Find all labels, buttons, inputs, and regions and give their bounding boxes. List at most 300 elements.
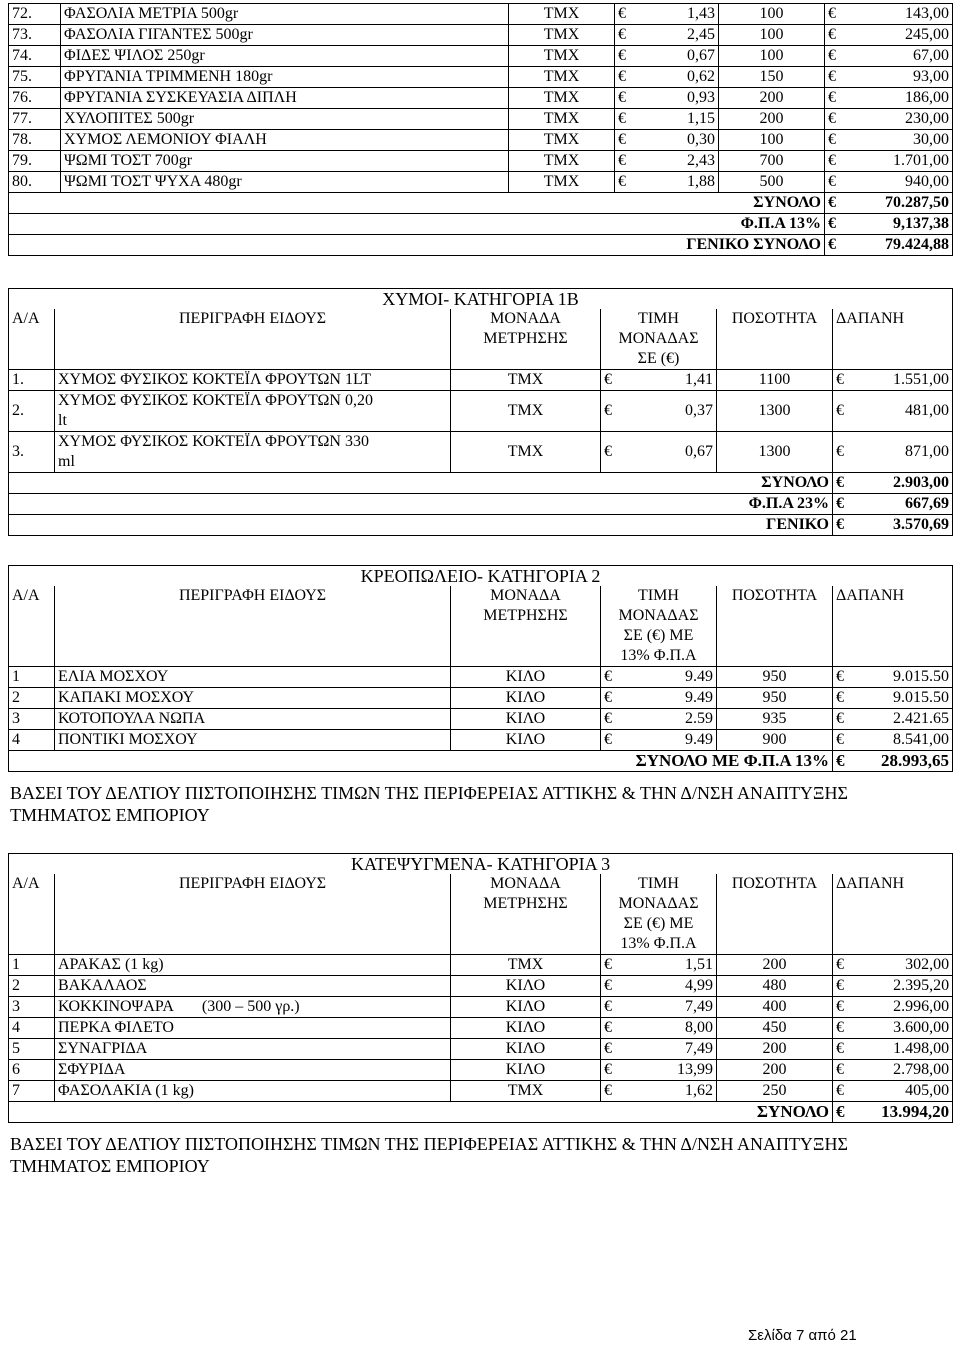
item-description: ΧΥΜΟΣ ΦΥΣΙΚΟΣ ΚΟΚΤΕΪΛ ΦΡΟΥΤΩΝ 1LT — [55, 370, 451, 391]
header-unit-line2: ΜΕΤΡΗΣΗΣ — [483, 895, 568, 912]
header-quantity: ΠΟΣΟΤΗΤΑ — [717, 874, 833, 955]
unit: ΚΙΛΟ — [451, 688, 601, 709]
row-cost — [833, 1060, 953, 1081]
quantity: 700 — [719, 151, 825, 172]
item-description: ΨΩΜΙ ΤΟΣΤ ΨΥΧΑ 480gr — [61, 172, 509, 193]
summary-label: Φ.Π.Α 23% — [9, 494, 833, 515]
summary-label: ΓΕΝΙΚΟ — [9, 515, 833, 536]
summary-value — [833, 473, 953, 494]
unit: ΚΙΛΟ — [451, 997, 601, 1018]
row-number: 2 — [9, 976, 55, 997]
row-number: 76. — [9, 88, 61, 109]
unit-price — [601, 370, 717, 391]
euro-sign: € — [828, 5, 836, 22]
summary-row — [9, 751, 953, 772]
item-description: ΕΛΙΑ ΜΟΣΧΟΥ — [55, 667, 451, 688]
amount: 9.49 — [685, 731, 713, 748]
row-cost — [833, 1081, 953, 1102]
unit: ΚΙΛΟ — [451, 1018, 601, 1039]
unit-price — [615, 88, 719, 109]
amount: 3.600,00 — [893, 1019, 950, 1036]
quantity: 100 — [719, 25, 825, 46]
amount: 245,00 — [905, 26, 949, 43]
unit-price — [601, 730, 717, 751]
amount: 79.424,88 — [885, 236, 949, 253]
euro-sign: € — [604, 998, 612, 1015]
amount: 871,00 — [905, 443, 949, 460]
section-title-row — [9, 854, 953, 875]
row-cost — [833, 667, 953, 688]
table-row — [9, 88, 953, 109]
amount: 93,00 — [913, 68, 949, 85]
table-row — [9, 709, 953, 730]
quantity: 100 — [719, 4, 825, 25]
unit-price — [615, 46, 719, 67]
euro-sign: € — [836, 998, 844, 1015]
summary-label: ΣΥΝΟΛΟ — [9, 1102, 833, 1123]
row-number: 74. — [9, 46, 61, 67]
euro-sign: € — [836, 1102, 845, 1121]
amount: 8.541,00 — [893, 731, 950, 748]
unit: ΚΙΛΟ — [451, 709, 601, 730]
quantity: 100 — [719, 130, 825, 151]
table-row — [9, 391, 953, 432]
unit-price — [601, 1060, 717, 1081]
euro-sign: € — [618, 47, 626, 64]
table-row — [9, 109, 953, 130]
table-row — [9, 997, 953, 1018]
header-unit — [451, 309, 601, 370]
header-unit — [451, 586, 601, 667]
unit-price — [601, 955, 717, 976]
header-row — [9, 309, 953, 370]
amount: 8,00 — [685, 1019, 713, 1036]
euro-sign: € — [604, 371, 612, 388]
header-row — [9, 874, 953, 955]
header-unit-line2: ΜΕΤΡΗΣΗΣ — [483, 330, 568, 347]
euro-sign: € — [618, 131, 626, 148]
table-row — [9, 1039, 953, 1060]
quantity: 400 — [717, 997, 833, 1018]
amount: 28.993,65 — [881, 751, 950, 770]
header-aa: Α/Α — [9, 586, 55, 667]
row-number: 1 — [9, 955, 55, 976]
item-description-line1: ΧΥΜΟΣ ΦΥΣΙΚΟΣ ΚΟΚΤΕΪΛ ΦΡΟΥΤΩΝ 0,20 — [58, 392, 373, 409]
euro-sign: € — [836, 977, 844, 994]
row-number: 78. — [9, 130, 61, 151]
euro-sign: € — [618, 5, 626, 22]
amount: 481,00 — [905, 402, 949, 419]
header-cost: ΔΑΠΑΝΗ — [833, 309, 953, 370]
amount: 186,00 — [905, 89, 949, 106]
item-description: ΦΡΥΓΑΝΙΑ ΤΡΙΜΜΕΝΗ 180gr — [61, 67, 509, 88]
quantity: 1100 — [717, 370, 833, 391]
item-description: ΑΡΑΚΑΣ (1 kg) — [55, 955, 451, 976]
euro-sign: € — [828, 215, 836, 232]
table-row — [9, 976, 953, 997]
amount: 1.701,00 — [893, 152, 949, 169]
quantity: 950 — [717, 688, 833, 709]
table-row — [9, 432, 953, 473]
table-row — [9, 4, 953, 25]
row-cost — [833, 432, 953, 473]
unit: ΤΜΧ — [451, 370, 601, 391]
euro-sign: € — [836, 731, 844, 748]
amount: 13,99 — [677, 1061, 713, 1078]
unit: ΚΙΛΟ — [451, 730, 601, 751]
unit: ΤΜΧ — [509, 4, 615, 25]
quantity: 900 — [717, 730, 833, 751]
unit: ΤΜΧ — [509, 109, 615, 130]
row-number: 3 — [9, 709, 55, 730]
euro-sign: € — [828, 68, 836, 85]
amount: 7,49 — [685, 1040, 713, 1057]
row-cost — [825, 67, 953, 88]
header-aa: Α/Α — [9, 309, 55, 370]
unit: ΤΜΧ — [451, 432, 601, 473]
row-number: 3 — [9, 997, 55, 1018]
item-description: ΦΡΥΓΑΝΙΑ ΣΥΣΚΕΥΑΣΙΑ ΔΙΠΛΗ — [61, 88, 509, 109]
summary-row — [9, 235, 953, 256]
euro-sign: € — [604, 956, 612, 973]
row-cost — [825, 46, 953, 67]
summary-label: ΣΥΝΟΛΟ — [9, 473, 833, 494]
amount: 3.570,69 — [893, 516, 949, 533]
table-row — [9, 172, 953, 193]
row-number: 3. — [9, 432, 55, 473]
unit-price — [601, 688, 717, 709]
euro-sign: € — [836, 474, 844, 491]
item-description: ΣΦΥΡΙΔΑ — [55, 1060, 451, 1081]
row-cost — [833, 997, 953, 1018]
unit-price — [615, 151, 719, 172]
amount: 1.498,00 — [893, 1040, 950, 1057]
quantity: 250 — [717, 1081, 833, 1102]
item-description: ΚΟΤΟΠΟΥΛΑ ΝΩΠΑ — [55, 709, 451, 730]
unit-price — [615, 25, 719, 46]
amount: 0,67 — [687, 47, 715, 64]
row-cost — [825, 25, 953, 46]
item-description: ΠΟΝΤΙΚΙ ΜΟΣΧΟΥ — [55, 730, 451, 751]
item-description: ΦΑΣΟΛΑΚΙΑ (1 kg) — [55, 1081, 451, 1102]
unit-price — [615, 4, 719, 25]
header-aa: Α/Α — [9, 874, 55, 955]
amount: 1,51 — [685, 956, 713, 973]
summary-value — [833, 515, 953, 536]
euro-sign: € — [604, 1061, 612, 1078]
quantity: 200 — [717, 1060, 833, 1081]
row-number: 6 — [9, 1060, 55, 1081]
summary-row — [9, 515, 953, 536]
row-cost — [825, 109, 953, 130]
item-description: ΚΑΠΑΚΙ ΜΟΣΧΟΥ — [55, 688, 451, 709]
amount: 1.551,00 — [893, 371, 949, 388]
header-unit-line1: ΜΟΝΑΔΑ — [490, 310, 561, 327]
row-number: 80. — [9, 172, 61, 193]
row-number: 2 — [9, 688, 55, 709]
row-cost — [833, 1039, 953, 1060]
amount: 667,69 — [905, 495, 949, 512]
quantity: 1300 — [717, 391, 833, 432]
unit: ΚΙΛΟ — [451, 1060, 601, 1081]
unit-price — [601, 667, 717, 688]
unit-price — [601, 976, 717, 997]
quantity: 150 — [719, 67, 825, 88]
summary-value — [825, 214, 953, 235]
unit: ΤΜΧ — [509, 130, 615, 151]
header-price — [601, 874, 717, 955]
item-description: ΦΑΣΟΛΙΑ ΜΕΤΡΙΑ 500gr — [61, 4, 509, 25]
item-description: ΣΥΝΑΓΡΙΔΑ — [55, 1039, 451, 1060]
amount: 1,88 — [687, 173, 715, 190]
amount: 70.287,50 — [885, 194, 949, 211]
unit: ΤΜΧ — [509, 172, 615, 193]
table-row — [9, 1060, 953, 1081]
unit-price — [615, 130, 719, 151]
header-price-line2: ΜΟΝΑΔΑΣ — [618, 330, 699, 347]
row-cost — [833, 688, 953, 709]
euro-sign: € — [836, 402, 844, 419]
row-number: 72. — [9, 4, 61, 25]
euro-sign: € — [618, 68, 626, 85]
summary-row — [9, 1102, 953, 1123]
unit: ΚΙΛΟ — [451, 667, 601, 688]
header-cost: ΔΑΠΑΝΗ — [833, 874, 953, 955]
quantity: 200 — [719, 88, 825, 109]
euro-sign: € — [618, 89, 626, 106]
amount: 1,15 — [687, 110, 715, 127]
summary-label: ΣΥΝΟΛΟ ΜΕ Φ.Π.Α 13% — [9, 751, 833, 772]
amount: 30,00 — [913, 131, 949, 148]
header-description: ΠΕΡΙΓΡΑΦΗ ΕΙΔΟΥΣ — [55, 874, 451, 955]
euro-sign: € — [604, 1040, 612, 1057]
quantity: 200 — [717, 1039, 833, 1060]
row-cost — [825, 4, 953, 25]
unit: ΚΙΛΟ — [451, 976, 601, 997]
euro-sign: € — [836, 956, 844, 973]
unit-price — [601, 391, 717, 432]
item-description-line2: lt — [58, 412, 67, 429]
section-title: ΚΡΕΟΠΩΛΕΙΟ- ΚΑΤΗΓΟΡΙΑ 2 — [9, 566, 953, 587]
amount: 2,45 — [687, 26, 715, 43]
header-price-line2: ΜΟΝΑΔΑΣ — [618, 607, 699, 624]
header-price-line1: ΤΙΜΗ — [638, 587, 679, 604]
header-cost: ΔΑΠΑΝΗ — [833, 586, 953, 667]
unit: ΤΜΧ — [509, 67, 615, 88]
quantity: 200 — [719, 109, 825, 130]
quantity: 200 — [717, 955, 833, 976]
summary-value — [825, 235, 953, 256]
row-cost — [825, 130, 953, 151]
meat-table — [8, 565, 953, 772]
amount: 4,99 — [685, 977, 713, 994]
quantity: 100 — [719, 46, 825, 67]
table-row — [9, 1018, 953, 1039]
amount: 1,43 — [687, 5, 715, 22]
header-quantity: ΠΟΣΟΤΗΤΑ — [717, 586, 833, 667]
amount: 9.49 — [685, 668, 713, 685]
item-description-size: (300 – 500 γρ.) — [201, 998, 300, 1015]
table-row — [9, 151, 953, 172]
header-unit-line1: ΜΟΝΑΔΑ — [490, 875, 561, 892]
euro-sign: € — [604, 443, 612, 460]
euro-sign: € — [618, 173, 626, 190]
euro-sign: € — [828, 110, 836, 127]
amount: 2.903,00 — [893, 474, 949, 491]
summary-value — [833, 494, 953, 515]
item-description-line2: ml — [58, 453, 75, 470]
row-cost — [833, 955, 953, 976]
euro-sign: € — [836, 371, 844, 388]
row-cost — [833, 370, 953, 391]
header-price-line4: 13% Φ.Π.Α — [620, 647, 697, 664]
summary-label: ΣΥΝΟΛΟ — [9, 193, 825, 214]
row-number: 73. — [9, 25, 61, 46]
header-price-line3: ΣΕ (€) — [637, 350, 680, 367]
frozen-note: ΒΑΣΕΙ ΤΟΥ ΔΕΛΤΙΟΥ ΠΙΣΤΟΠΟΙΗΣΗΣ ΤΙΜΩΝ ΤΗΣ ΠΕΡΙΦΕΡΕΙΑΣ ΑΤΤΙΚΗΣ & ΤΗΝ Δ/ΝΣΗ ΑΝΑΠΤΥΞΗΣ ΤΜΗΜΑΤΟΣ ΕΜΠΟΡΙΟΥ — [10, 1134, 848, 1176]
section-title-row — [9, 289, 953, 310]
euro-sign: € — [604, 1019, 612, 1036]
quantity: 480 — [717, 976, 833, 997]
amount: 1,41 — [685, 371, 713, 388]
juice-table — [8, 288, 953, 536]
euro-sign: € — [836, 668, 844, 685]
header-price-line2: ΜΟΝΑΔΑΣ — [618, 895, 699, 912]
unit: ΤΜΧ — [451, 1081, 601, 1102]
row-number: 75. — [9, 67, 61, 88]
euro-sign: € — [828, 194, 836, 211]
header-unit-line2: ΜΕΤΡΗΣΗΣ — [483, 607, 568, 624]
row-number: 7 — [9, 1081, 55, 1102]
euro-sign: € — [604, 689, 612, 706]
amount: 143,00 — [905, 5, 949, 22]
euro-sign: € — [604, 710, 612, 727]
row-number: 4 — [9, 730, 55, 751]
unit-price — [615, 67, 719, 88]
amount: 9.015.50 — [893, 668, 950, 685]
header-price-line4: 13% Φ.Π.Α — [620, 935, 697, 952]
amount: 13.994,20 — [881, 1102, 950, 1121]
unit-price — [601, 1081, 717, 1102]
row-cost — [825, 172, 953, 193]
header-description: ΠΕΡΙΓΡΑΦΗ ΕΙΔΟΥΣ — [55, 586, 451, 667]
table-row — [9, 130, 953, 151]
summary-label: ΓΕΝΙΚΟ ΣΥΝΟΛΟ — [9, 235, 825, 256]
amount: 940,00 — [905, 173, 949, 190]
euro-sign: € — [836, 443, 844, 460]
euro-sign: € — [604, 731, 612, 748]
section-title: ΧΥΜΟΙ- ΚΑΤΗΓΟΡΙΑ 1Β — [9, 289, 953, 310]
header-price-line1: ΤΙΜΗ — [638, 310, 679, 327]
quantity: 950 — [717, 667, 833, 688]
row-number: 5 — [9, 1039, 55, 1060]
item-description: ΨΩΜΙ ΤΟΣΤ 700gr — [61, 151, 509, 172]
header-price-line1: ΤΙΜΗ — [638, 875, 679, 892]
amount: 9.015.50 — [893, 689, 950, 706]
summary-label: Φ.Π.Α 13% — [9, 214, 825, 235]
item-description: ΠΕΡΚΑ ΦΙΛΕΤΟ — [55, 1018, 451, 1039]
euro-sign: € — [618, 110, 626, 127]
frozen-table — [8, 853, 953, 1123]
section-title: ΚΑΤΕΨΥΓΜΕΝΑ- ΚΑΤΗΓΟΡΙΑ 3 — [9, 854, 953, 875]
row-cost — [833, 730, 953, 751]
unit-price — [601, 997, 717, 1018]
unit: ΤΜΧ — [509, 25, 615, 46]
quantity: 935 — [717, 709, 833, 730]
row-number: 4 — [9, 1018, 55, 1039]
item-description: ΦΑΣΟΛΙΑ ΓΙΓΑΝΤΕΣ 500gr — [61, 25, 509, 46]
continuation-table — [8, 3, 953, 256]
page-footer: Σελίδα 7 από 21 — [748, 1327, 857, 1344]
amount: 7,49 — [685, 998, 713, 1015]
header-unit-line1: ΜΟΝΑΔΑ — [490, 587, 561, 604]
euro-sign: € — [828, 152, 836, 169]
euro-sign: € — [828, 236, 836, 253]
table-row — [9, 667, 953, 688]
euro-sign: € — [618, 152, 626, 169]
item-description-line1: ΧΥΜΟΣ ΦΥΣΙΚΟΣ ΚΟΚΤΕΪΛ ΦΡΟΥΤΩΝ 330 — [58, 433, 369, 450]
row-cost — [833, 709, 953, 730]
table-row — [9, 688, 953, 709]
row-number: 79. — [9, 151, 61, 172]
table-row — [9, 1081, 953, 1102]
row-number: 1. — [9, 370, 55, 391]
amount: 0,93 — [687, 89, 715, 106]
table-row — [9, 730, 953, 751]
summary-value — [833, 751, 953, 772]
amount: 9.49 — [685, 689, 713, 706]
unit: ΤΜΧ — [509, 151, 615, 172]
euro-sign: € — [604, 977, 612, 994]
amount: 405,00 — [905, 1082, 950, 1099]
euro-sign: € — [604, 402, 612, 419]
summary-row — [9, 214, 953, 235]
header-price-line3: ΣΕ (€) ΜΕ — [623, 627, 694, 644]
amount: 0,30 — [687, 131, 715, 148]
quantity: 500 — [719, 172, 825, 193]
euro-sign: € — [836, 689, 844, 706]
euro-sign: € — [836, 710, 844, 727]
item-description: ΦΙΔΕΣ ΨΙΛΟΣ 250gr — [61, 46, 509, 67]
amount: 2.421.65 — [893, 710, 950, 727]
unit-price — [601, 1018, 717, 1039]
header-price — [601, 586, 717, 667]
summary-value — [825, 193, 953, 214]
row-cost — [825, 151, 953, 172]
amount: 2.996,00 — [893, 998, 950, 1015]
amount: 0,37 — [685, 402, 713, 419]
row-number: 1 — [9, 667, 55, 688]
euro-sign: € — [836, 1061, 844, 1078]
amount: 2.798,00 — [893, 1061, 950, 1078]
item-description: ΧΥΛΟΠΙΤΕΣ 500gr — [61, 109, 509, 130]
header-description: ΠΕΡΙΓΡΑΦΗ ΕΙΔΟΥΣ — [55, 309, 451, 370]
item-description: ΧΥΜΟΣ ΛΕΜΟΝΙΟΥ ΦΙΑΛΗ — [61, 130, 509, 151]
amount: 302,00 — [905, 956, 950, 973]
table-row — [9, 25, 953, 46]
quantity: 450 — [717, 1018, 833, 1039]
section-title-row — [9, 566, 953, 587]
euro-sign: € — [828, 26, 836, 43]
unit-price — [601, 1039, 717, 1060]
amount: 230,00 — [905, 110, 949, 127]
table-row — [9, 955, 953, 976]
euro-sign: € — [836, 1019, 844, 1036]
unit-price — [601, 709, 717, 730]
item-description — [55, 391, 451, 432]
summary-value — [833, 1102, 953, 1123]
item-description — [55, 432, 451, 473]
